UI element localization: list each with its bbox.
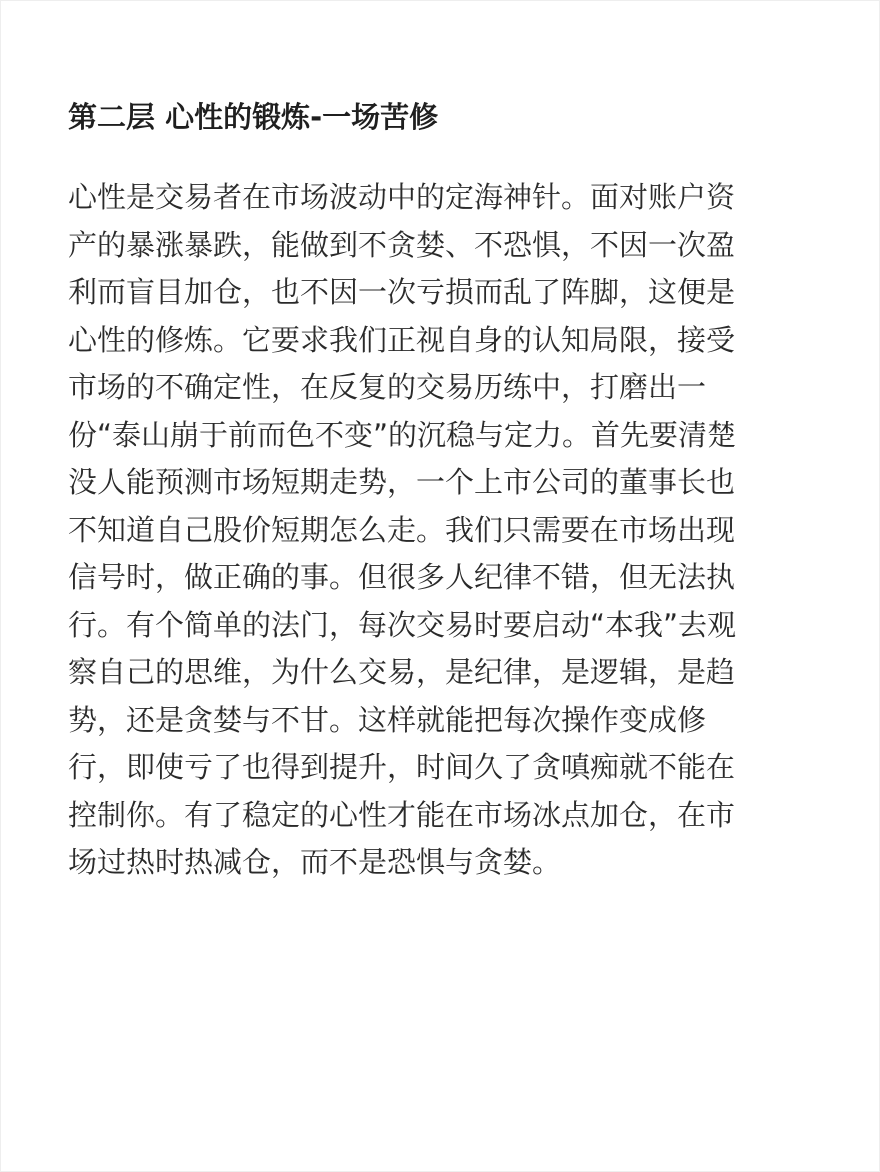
body-line: 利而盲目加仓，也不因一次亏损而乱了阵脚，这便是	[68, 275, 736, 309]
body-line: 控制你。有了稳定的心性才能在市场冰点加仓，在市	[68, 797, 736, 832]
body-line: 不知道自己股价短期怎么走。我们只需要在市场出现	[68, 512, 736, 547]
body-line: 信号时，做正确的事。但很多人纪律不错，但无法执	[68, 560, 736, 594]
body-line: 份“泰山崩于前而色不变”的沉稳与定力。首先要清楚	[68, 417, 737, 452]
body-line: 势，还是贪婪与不甘。这样就能把每次操作变成修	[68, 702, 707, 737]
body-line: 行，即使亏了也得到提升，时间久了贪嗔痴就不能在	[68, 750, 736, 784]
body-line: 察自己的思维，为什么交易，是纪律，是逻辑，是趋	[68, 655, 736, 689]
body-line: 产的暴涨暴跌，能做到不贪婪、不恐惧，不因一次盈	[68, 227, 736, 262]
body-line: 心性是交易者在市场波动中的定海神针。面对账户资	[68, 180, 736, 214]
body-line: 行。有个简单的法门，每次交易时要启动“本我”去观	[68, 607, 737, 642]
article-body	[68, 174, 808, 887]
body-line: 没人能预测市场短期走势，一个上市公司的董事长也	[68, 465, 736, 499]
body-line: 心性的修炼。它要求我们正视自身的认知局限，接受	[68, 322, 736, 357]
body-line: 场过热时热减仓，而不是恐惧与贪婪。	[68, 845, 562, 879]
body-line: 市场的不确定性，在反复的交易历练中，打磨出一	[68, 370, 707, 404]
article-title: 第二层 心性的锻炼-一场苦修	[68, 100, 439, 134]
